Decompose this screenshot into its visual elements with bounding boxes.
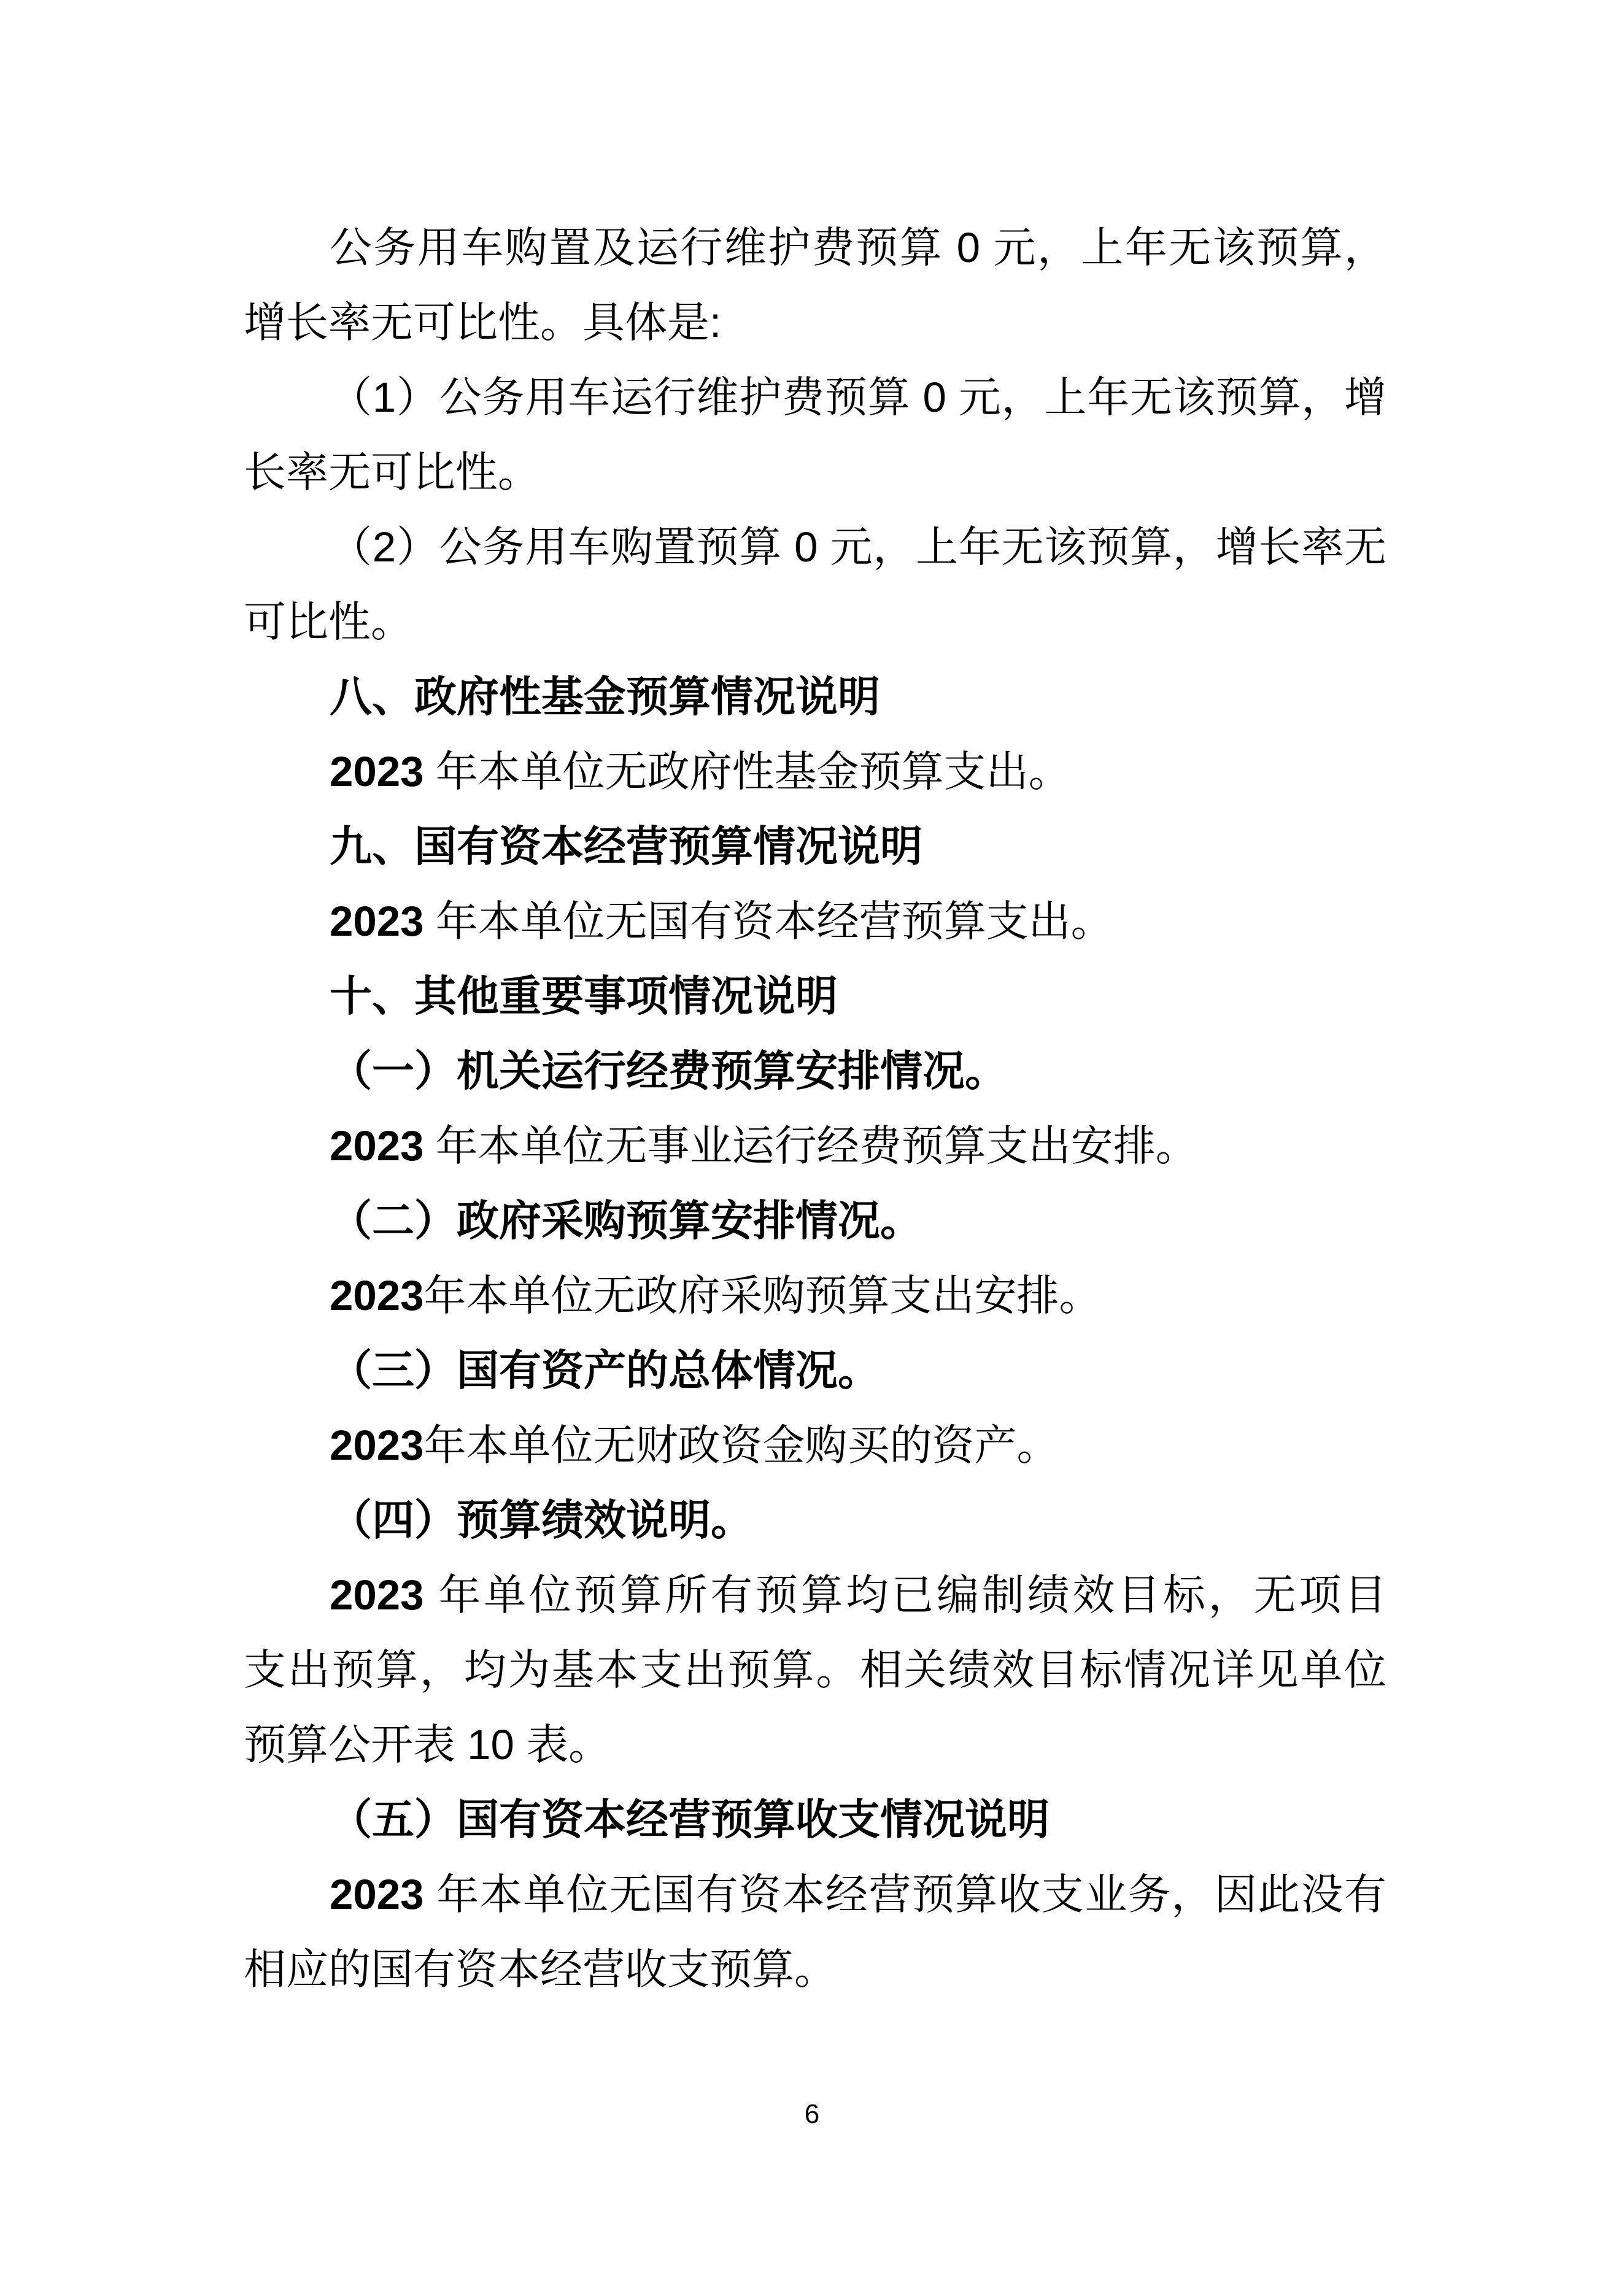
page-number: 6 bbox=[804, 2099, 820, 2129]
heading-8-gov-funds: 八、政府性基金预算情况说明 bbox=[330, 673, 880, 720]
body-line-vehicle-total-cont: 增长率无可比性。具体是: bbox=[244, 299, 722, 346]
body-line-procurement bbox=[244, 1258, 1386, 1333]
line-text: 年本单位无政府采购预算支出安排。 bbox=[423, 1272, 1102, 1319]
line-text: 年单位预算所有预算均已编制绩效目标，无项目 bbox=[423, 1571, 1386, 1619]
year-number: 2023 bbox=[330, 1871, 424, 1918]
body-line-state-capital bbox=[244, 884, 1386, 959]
body-line-item2: （2）公务用车购置预算 0 元，上年无该预算，增长率无 bbox=[330, 523, 1386, 571]
body-line-performance-1 bbox=[244, 1558, 1386, 1633]
body-line-item1: （1）公务用车运行维护费预算 0 元，上年无该预算，增 bbox=[330, 374, 1386, 421]
year-number: 2023 bbox=[330, 1571, 424, 1619]
line-text: 年本单位无国有资本经营预算收支业务，因此没有 bbox=[423, 1871, 1386, 1918]
heading-10-other-items: 十、其他重要事项情况说明 bbox=[330, 973, 838, 1020]
line-text: 年本单位无国有资本经营预算支出。 bbox=[423, 898, 1113, 945]
year-number: 2023 bbox=[330, 1272, 424, 1319]
heading-9-state-capital: 九、国有资本经营预算情况说明 bbox=[330, 823, 922, 870]
body-line-capital-budget-1 bbox=[244, 1857, 1386, 1932]
line-text: 年本单位无政府性基金预算支出。 bbox=[423, 748, 1071, 795]
body-line-state-assets bbox=[244, 1408, 1386, 1483]
year-number: 2023 bbox=[330, 898, 424, 945]
body-line-gov-funds bbox=[244, 734, 1386, 809]
year-number: 2023 bbox=[330, 1422, 424, 1469]
body-line-performance-2: 支出预算，均为基本支出预算。相关绩效目标情况详见单位 bbox=[244, 1646, 1386, 1693]
heading-10-2-procurement: （二）政府采购预算安排情况。 bbox=[330, 1197, 922, 1244]
body-line-operating-costs bbox=[244, 1109, 1386, 1184]
year-number: 2023 bbox=[330, 748, 424, 795]
year-number: 2023 bbox=[330, 1122, 424, 1169]
heading-10-5-capital-budget: （五）国有资本经营预算收支情况说明 bbox=[330, 1796, 1050, 1843]
body-line-capital-budget-2: 相应的国有资本经营收支预算。 bbox=[244, 1946, 837, 1993]
line-text: 年本单位无事业运行经费预算支出安排。 bbox=[423, 1122, 1198, 1169]
body-line-item2-cont: 可比性。 bbox=[244, 598, 413, 645]
body-line-performance-3: 预算公开表 10 表。 bbox=[244, 1721, 611, 1768]
document-body bbox=[244, 210, 1386, 2007]
heading-10-1-operating-costs: （一）机关运行经费预算安排情况。 bbox=[330, 1047, 1007, 1095]
heading-10-3-state-assets: （三）国有资产的总体情况。 bbox=[330, 1347, 880, 1394]
body-line-vehicle-total: 公务用车购置及运行维护费预算 0 元，上年无该预算， bbox=[330, 224, 1386, 271]
body-line-item1-cont: 长率无可比性。 bbox=[244, 449, 540, 496]
heading-10-4-performance: （四）预算绩效说明。 bbox=[330, 1497, 753, 1544]
line-text: 年本单位无财政资金购买的资产。 bbox=[423, 1422, 1059, 1469]
